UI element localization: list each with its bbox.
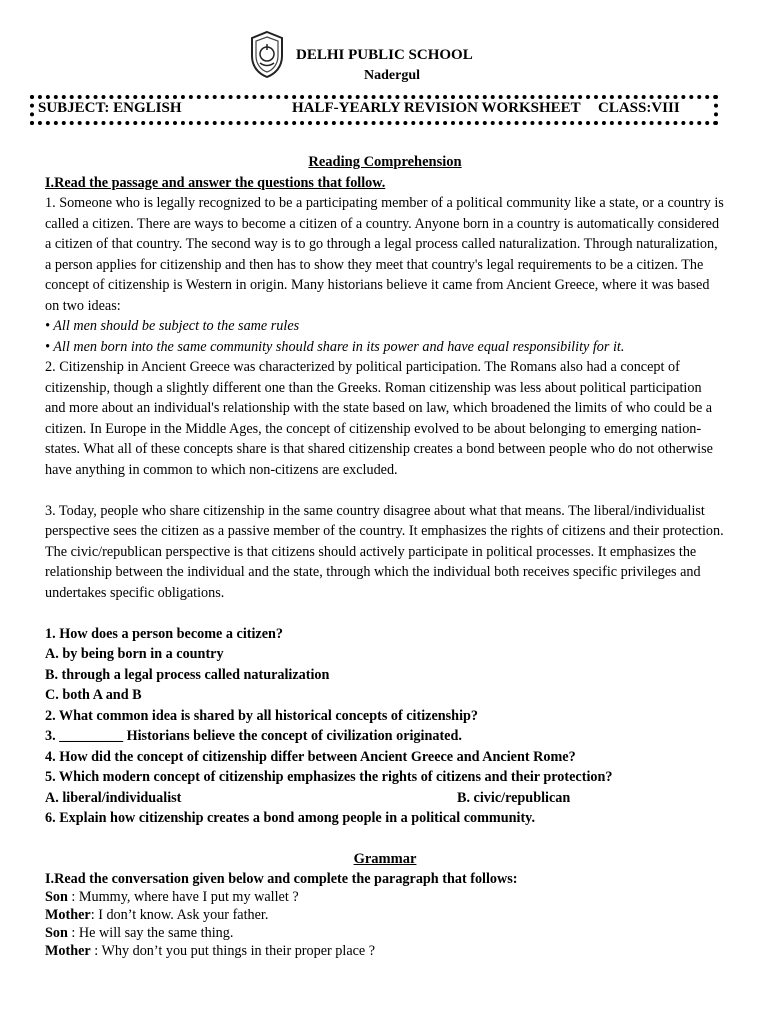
speaker-name: Son [45,924,68,941]
reading-instruction: I.Read the passage and answer the questions that follow. [45,174,386,191]
question-1-option-b: B. through a legal process called naturalization [45,666,330,683]
reading-heading: Reading Comprehension [308,154,462,170]
speaker-name: Son [45,888,68,905]
question-4: 4. How did the concept of citizenship differ between Ancient Greece and Ancient Rome? [45,748,576,765]
passage-bullet-2: • All men born into the same community should share in its power and have equal responsibility for it. [45,338,625,355]
question-5-options [45,788,725,809]
question-5-option-b: B. civic/republican [457,789,571,806]
speaker-name: Mother [45,942,91,959]
worksheet-title: HALF-YEARLY REVISION WORKSHEET [292,100,581,116]
worksheet-content [45,152,725,960]
passage-bullet-1: • All men should be subject to the same rules [45,318,300,334]
class-label: CLASS:VIII [598,100,680,116]
question-5: 5. Which modern concept of citizenship emphasizes the rights of citizens and their protection? [45,769,613,785]
question-1-option-c: C. both A and B [45,687,142,703]
question-6: 6. Explain how citizenship creates a bond among people in a political community. [45,810,536,826]
school-crest-icon [248,30,286,78]
passage-paragraph-1: 1. Someone who is legally recognized to be a participating member of a political community like a state, or a country is called a citizen. There are ways to become a citizen of a country. Anyone born in a country is automatically considered a citizen of that country. The second way is to go through a legal process called naturalization. Through naturalization, a person applies for citizenship and then has to show they meet that country's legal requirements to be a citizen. The concept of citizenship is Western in origin. Many historians believe it came from Ancient Greece, where it was based on two ideas: [45,195,724,314]
dialogue-line [45,924,725,942]
dialogue-line [45,888,725,906]
dialogue-text: : Mummy, where have I put my wallet ? [67,888,299,905]
dialogue-text: : I don’t know. Ask your father. [90,906,269,923]
grammar-instruction: I.Read the conversation given below and complete the paragraph that follows: [45,870,518,887]
dialogue-line [45,942,725,960]
subject-label: SUBJECT: ENGLISH [38,100,182,116]
question-2: 2. What common idea is shared by all historical concepts of citizenship? [45,707,478,724]
school-location: Nadergul [364,68,420,83]
question-5-option-a: A. liberal/individualist [45,789,182,806]
dialogue-text: : Why don’t you put things in their proper place ? [90,942,376,959]
grammar-section [45,870,725,960]
school-name: DELHI PUBLIC SCHOOL [296,47,473,63]
grammar-heading: Grammar [353,851,417,867]
dialogue-text: : He will say the same thing. [67,924,234,941]
passage-paragraph-2: 2. Citizenship in Ancient Greece was characterized by political participation. The Romans also had a concept of citizenship, though a slightly different one than the Greeks. Roman citizenship was less about political participation and more about an individual's relationship with the state based on law, which broadened the limits of who could be a citizen. In Europe in the Middle Ages, the concept of citizenship evolved to be about belonging to emerging nation-states. What all of these concepts share is that shared citizenship creates a bond between people who do not otherwise have anything in common to which non-citizens are excluded. [45,359,713,478]
question-1-option-a: A. by being born in a country [45,646,224,662]
question-3: 3. _________ Historians believe the concept of civilization originated. [45,728,462,744]
passage-paragraph-3: 3. Today, people who share citizenship in the same country disagree about what that means. The liberal/individualist perspective sees the citizen as a passive member of the country. It emphasizes the rights of citizens and their protection. The civic/republican perspective is that citizens should actively participate in political processes. It emphasizes the relationship between the individual and the state, through which the individual both receives specific privileges and undertakes specific obligations. [45,502,724,601]
dialogue-line [45,906,725,924]
question-1: 1. How does a person become a citizen? [45,625,284,642]
speaker-name: Mother [45,906,91,923]
